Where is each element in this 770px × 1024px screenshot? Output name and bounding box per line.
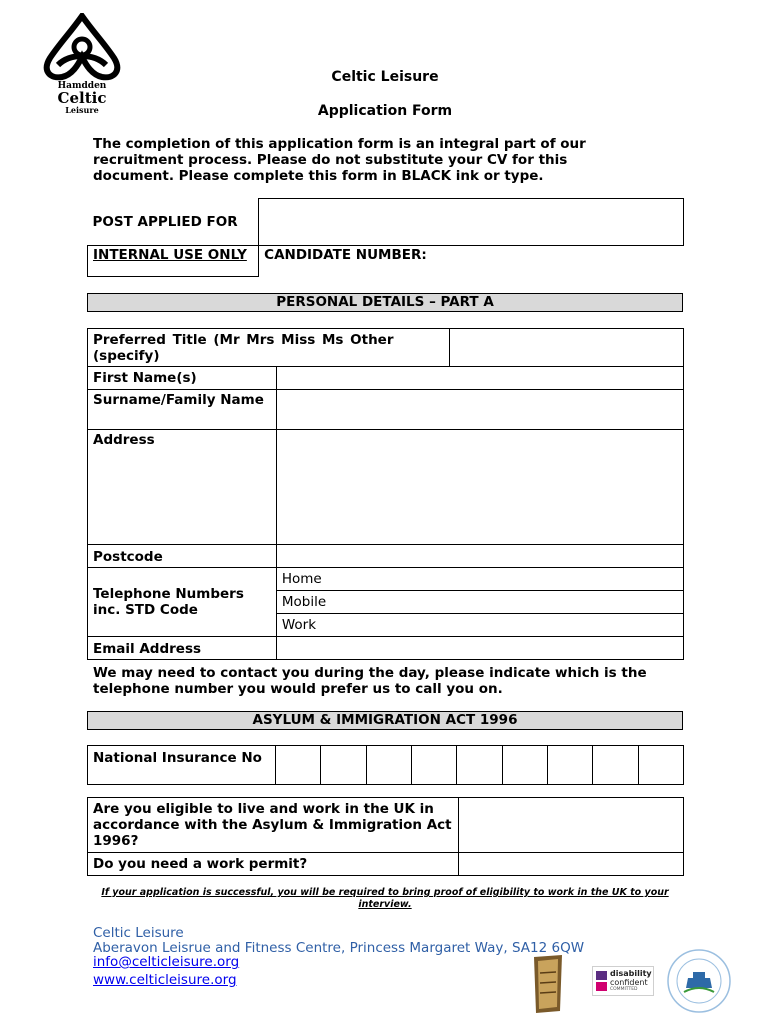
intro-text: The completion of this application form is an integral part of our recruitment process. Please do not substitute your CV for this document. Please complete this form in BLACK ink or type.: [93, 136, 586, 184]
email-field[interactable]: [276, 637, 683, 660]
proof-note: If your application is successful, you will be required to bring proof of eligibility to work in the UK to your interview.: [101, 887, 669, 910]
address-label: Address: [88, 430, 277, 545]
surname-field[interactable]: [276, 390, 683, 430]
org-name: Celtic Leisure: [331, 69, 439, 85]
preferred-title-label: Preferred Title (Mr Mrs Miss Ms Other (specify): [88, 329, 450, 367]
personal-table: [87, 366, 684, 660]
logo-text-1: Hamdden: [57, 81, 107, 91]
knot-icon: [40, 13, 124, 83]
permit-field[interactable]: [459, 853, 684, 876]
email-label: Email Address: [88, 637, 277, 660]
eligibility-table: [87, 797, 684, 876]
personal-details-heading: PERSONAL DETAILS – PART A: [87, 293, 683, 312]
post-table: [87, 198, 684, 277]
disability-confident-badge: [592, 966, 654, 996]
heritage-badge-icon: [530, 953, 566, 1015]
post-applied-label: POST APPLIED FOR: [88, 199, 259, 246]
eligible-field[interactable]: [459, 798, 684, 853]
phone-work-field[interactable]: Work: [276, 614, 683, 637]
eligible-label: Are you eligible to live and work in the UK in accordance with the Asylum & Immigration Act 1996?: [88, 798, 459, 853]
ni-label: National Insurance No: [88, 746, 276, 785]
contact-note: We may need to contact you during the day, please indicate which is the telephone number you would prefer us to call you on.: [93, 665, 647, 697]
ni-box[interactable]: [593, 746, 638, 785]
internal-use-label: INTERNAL USE ONLY: [88, 246, 259, 277]
address-field[interactable]: [276, 430, 683, 545]
footer-address: Aberavon Leisrue and Fitness Centre, Princess Margaret Way, SA12 6QW: [93, 940, 585, 956]
ni-box[interactable]: [502, 746, 547, 785]
council-seal-icon: [666, 948, 732, 1014]
footer-org: Celtic Leisure: [93, 925, 184, 941]
form-title: Application Form: [317, 103, 453, 119]
logo-text-3: Leisure: [65, 105, 99, 115]
disability-icon: [596, 971, 607, 980]
candidate-number-label: CANDIDATE NUMBER:: [259, 246, 684, 277]
post-applied-field[interactable]: [259, 199, 684, 246]
ni-box[interactable]: [457, 746, 502, 785]
celtic-knot-logo: [40, 13, 124, 113]
committed-text: COMMITTED: [610, 987, 638, 992]
confident-text: confident: [610, 978, 648, 987]
ni-table: [87, 745, 684, 785]
confident-icon: [596, 982, 607, 991]
ni-box[interactable]: [321, 746, 366, 785]
title-table: [87, 328, 684, 367]
ni-box[interactable]: [638, 746, 683, 785]
footer-website-link[interactable]: www.celticleisure.org: [93, 972, 237, 988]
footer-email-link[interactable]: info@celticleisure.org: [93, 954, 240, 970]
ni-box[interactable]: [366, 746, 411, 785]
postcode-field[interactable]: [276, 545, 683, 568]
phone-mobile-field[interactable]: Mobile: [276, 591, 683, 614]
permit-label: Do you need a work permit?: [88, 853, 459, 876]
first-names-label: First Name(s): [88, 367, 277, 390]
ni-box[interactable]: [412, 746, 457, 785]
telephone-label: Telephone Numbers inc. STD Code: [88, 568, 277, 637]
disability-text: disability: [610, 969, 652, 978]
ni-box[interactable]: [548, 746, 593, 785]
ni-box[interactable]: [276, 746, 321, 785]
surname-label: Surname/Family Name: [88, 390, 277, 430]
logo-text-2: Celtic: [57, 89, 107, 107]
postcode-label: Postcode: [88, 545, 277, 568]
preferred-title-field[interactable]: [450, 329, 684, 367]
asylum-heading: ASYLUM & IMMIGRATION ACT 1996: [87, 711, 683, 730]
first-names-field[interactable]: [276, 367, 683, 390]
phone-home-field[interactable]: Home: [276, 568, 683, 591]
